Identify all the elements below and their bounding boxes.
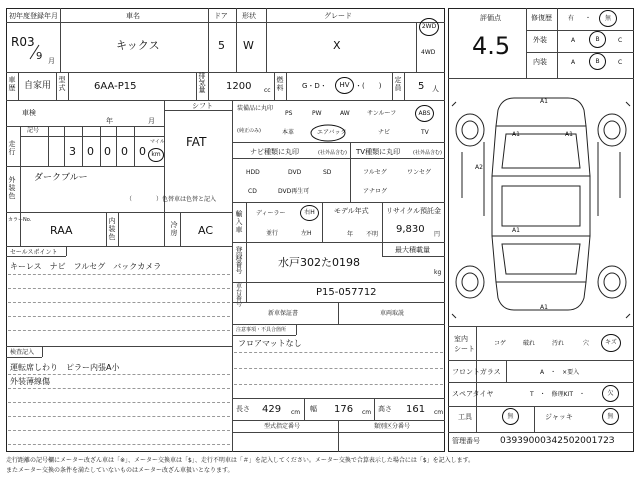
footer-line-2: またメーター交換の条件を満たしていないものはメーター改ざん車扱いとなります。 xyxy=(6,467,234,474)
interior-color-label: 内 装 色 xyxy=(108,217,116,241)
displacement-label: 排 気 量 xyxy=(198,72,206,94)
tv-oneseg: ワンセグ xyxy=(407,169,432,176)
width-value: 176 xyxy=(334,404,354,415)
manual-label: 車両取説 xyxy=(380,310,405,317)
drive-4wd: 4WD xyxy=(421,49,436,56)
exterior-label: 外 装 色 xyxy=(8,176,16,200)
model-label: 車名 xyxy=(126,12,140,20)
tools-label: 工具 xyxy=(458,413,472,421)
int-grade-label: 内装 xyxy=(533,58,547,66)
plate-label: 登 録 番 号 xyxy=(235,246,243,275)
mileage-unit-mile: マイル xyxy=(150,139,165,145)
length-unit: cm xyxy=(291,409,301,416)
car-damage-diagram xyxy=(450,86,632,322)
repair-yes: 有 xyxy=(568,15,575,22)
shift-value: FAT xyxy=(186,135,207,149)
mileage-digit-4: 0 xyxy=(121,145,128,158)
int-grade-b: B xyxy=(595,57,600,65)
grade-label: グレード xyxy=(324,12,352,20)
navi-dvd: DVD xyxy=(288,169,302,176)
usage-label: 車 歴 xyxy=(8,76,16,92)
navi-sub: (社外品含む) xyxy=(318,150,347,156)
inspector-line-2: 外装薄線傷 xyxy=(10,377,50,386)
equip-pw: PW xyxy=(312,110,322,117)
footer-line-1: 走行距離の記号欄にメーター改ざん車は「※」、メーター交換車は「$」、走行不明車は「＃」を記入してください。メーター交換で合算表示した場合には「$」を記入します。 xyxy=(6,457,475,464)
mileage-digit-5: 0 xyxy=(139,145,146,158)
diagram-label-6: A1 xyxy=(540,304,548,311)
aircon-value: AC xyxy=(198,224,214,237)
equip-navi: ナビ xyxy=(378,129,391,136)
ext-grade-label: 外装 xyxy=(533,36,547,44)
caution-value: フロアマットなし xyxy=(238,339,302,348)
spare-value: T ・ 修理KIT ・ xyxy=(530,391,586,398)
model-year-unknown: 不明 xyxy=(366,231,379,238)
equip-airbag: エアバック xyxy=(317,129,347,136)
capacity-unit: 人 xyxy=(432,85,439,93)
inspector-label: 検査記入 xyxy=(10,349,35,356)
chassis-label: 車 台 番 号 xyxy=(235,283,242,308)
navi-label: ナビ種類に丸印 xyxy=(250,148,299,156)
diagram-label-1: A1 xyxy=(540,98,548,105)
repair-no: 無 xyxy=(604,14,611,22)
equipment-label: 装備品に丸印 xyxy=(237,105,274,112)
jack-value-circled xyxy=(602,408,619,425)
displacement-value: 1200 xyxy=(226,81,252,92)
shift-label: シフト xyxy=(192,102,213,110)
navi-cd: CD xyxy=(248,188,257,195)
drive-2wd: 2WD xyxy=(421,23,437,30)
repair-no-circled xyxy=(599,10,617,27)
max-load-label: 最大積載量 xyxy=(395,246,430,254)
navi-dvd-play: DVD再生可 xyxy=(278,188,310,195)
model-value: キックス xyxy=(116,39,160,52)
recycle-unit: 円 xyxy=(434,231,441,238)
fuel-label: 燃 料 xyxy=(276,76,284,92)
chassis-value: P15-057712 xyxy=(316,287,377,298)
color-no-label: カラーNo. xyxy=(8,217,32,223)
color-no-value: RAA xyxy=(50,224,73,237)
model-year-label: モデル年式 xyxy=(334,207,369,215)
inspector-line-1: 運転席しわり ピラー内張A小 xyxy=(10,363,120,372)
fuel-other: ・( ) xyxy=(355,82,382,90)
reg-month: 9 xyxy=(36,51,43,62)
repair-dot: ・ xyxy=(585,15,592,22)
doors-value: 5 xyxy=(218,39,225,52)
capacity-label: 定 員 xyxy=(394,76,402,92)
shape-value: W xyxy=(243,39,254,52)
usage-value: 自家用 xyxy=(24,81,52,91)
slash-mark xyxy=(28,44,43,62)
manage-label: 管理番号 xyxy=(452,437,480,445)
class-spec-label: 類別区分番号 xyxy=(374,423,411,430)
repair-label: 修復歴 xyxy=(531,14,552,22)
int-grade-b-circled xyxy=(589,53,606,70)
model-year-unit: 年 xyxy=(347,231,354,238)
height-value: 161 xyxy=(406,404,426,415)
mileage-km: km xyxy=(151,151,161,158)
import-right-circled xyxy=(300,205,319,221)
mileage-km-circled xyxy=(148,148,164,162)
plate-value: 水戸302た0198 xyxy=(278,256,360,269)
navi-sd: SD xyxy=(323,169,332,176)
spare-label: スペアタイヤ xyxy=(452,390,494,398)
height-label: 高さ xyxy=(378,405,392,413)
ext-grade-b-circled xyxy=(589,31,606,48)
width-unit: cm xyxy=(362,409,372,416)
recycle-label: リサイクル預託金 xyxy=(386,207,442,215)
fuel-hv-circled xyxy=(335,77,354,94)
exterior-value: ダークブルー xyxy=(34,173,88,183)
spare-missing-circled xyxy=(602,385,619,402)
reg-month-unit: 月 xyxy=(48,57,55,65)
type-label: 型 式 xyxy=(58,76,66,92)
score-label: 評価点 xyxy=(480,14,501,22)
equip-leather: 本革 xyxy=(282,129,295,136)
equip-abs: ABS xyxy=(418,109,431,117)
inspect-month: 月 xyxy=(148,117,155,125)
score-value: 4.5 xyxy=(472,32,511,60)
seat-ana: 穴 xyxy=(583,340,590,347)
airbag-circle-mark xyxy=(310,124,346,142)
exterior-note: （ ）色替車は色替と記入 xyxy=(126,196,217,203)
seat-yabure: 破れ xyxy=(523,340,536,347)
seat-kizu: キズ xyxy=(605,339,617,346)
height-unit: cm xyxy=(434,409,444,416)
type-value: 6AA-P15 xyxy=(94,81,137,92)
diagram-label-4: A2 xyxy=(475,164,483,171)
tv-label: TV種類に丸印 xyxy=(356,148,401,156)
import-direct: 並行 xyxy=(266,230,279,237)
int-grade-a: A xyxy=(571,59,576,66)
seat-koge: コゲ xyxy=(494,340,507,347)
jack-value: 無 xyxy=(607,412,614,420)
length-label: 長さ xyxy=(236,405,250,413)
equip-sunroof: サンルーフ xyxy=(367,110,397,117)
drive-2wd-circled xyxy=(419,18,439,36)
equipment-sub: (純正のみ) xyxy=(237,128,261,134)
glass-value: A ・ ×要入 xyxy=(540,369,580,376)
width-label: 幅 xyxy=(310,405,317,413)
tv-analog: アナログ xyxy=(363,188,388,195)
glass-label: フロントガラス xyxy=(452,368,501,376)
tv-fullseg: フルセグ xyxy=(363,169,387,176)
record-label: 記号 xyxy=(27,127,40,134)
warranty-label: 新車保証書 xyxy=(268,310,299,317)
inspect-label: 車検 xyxy=(22,109,36,117)
tv-sub: (社外品含む) xyxy=(413,150,442,156)
reg-label: 初年度登録年月 xyxy=(9,12,58,20)
import-label: 輸 入 車 xyxy=(235,210,243,234)
capacity-value: 5 xyxy=(418,81,425,92)
doors-label: ドア xyxy=(214,12,228,20)
equip-aw: AW xyxy=(340,110,350,117)
import-dealer: ディーラー xyxy=(256,210,286,217)
ext-grade-c: C xyxy=(618,37,623,44)
tools-value-circled xyxy=(502,408,519,425)
navi-hdd: HDD xyxy=(246,169,260,176)
aircon-label: 冷 房 xyxy=(170,221,178,237)
reg-value: R03 xyxy=(11,35,35,49)
caution-label: 注意事項・不具合箇所 xyxy=(236,327,287,333)
mileage-digit-1: 3 xyxy=(69,145,76,158)
spare-missing: 欠 xyxy=(607,389,614,397)
sales-point-label: セールスポイント xyxy=(10,249,58,256)
equip-ps: PS xyxy=(285,110,293,117)
import-left: 左H xyxy=(301,230,312,237)
manage-value: 0393900034250200172З xyxy=(500,436,615,446)
ext-grade-a: A xyxy=(571,37,576,44)
length-value: 429 xyxy=(262,404,282,415)
sales-point-value: キーレス ナビ フルセグ バックカメラ xyxy=(10,262,162,271)
mileage-digit-2: 0 xyxy=(87,145,94,158)
type-spec-label: 型式指定番号 xyxy=(264,423,301,430)
shape-label: 形状 xyxy=(242,12,256,20)
ext-grade-b: B xyxy=(595,35,600,43)
grade-value: X xyxy=(333,39,341,52)
seat-label: 室内 シート xyxy=(454,335,475,353)
diagram-label-3: A1 xyxy=(565,131,573,138)
equip-tv: TV xyxy=(421,129,429,136)
tools-value: 無 xyxy=(507,412,514,420)
mileage-digit-3: 0 xyxy=(104,145,111,158)
seat-yogore: 汚れ xyxy=(552,340,565,347)
fuel-options: G・D・ xyxy=(302,82,327,90)
jack-label: ジャッキ xyxy=(545,413,573,421)
diagram-label-2: A1 xyxy=(512,131,520,138)
equip-abs-circled xyxy=(415,105,434,122)
diagram-label-5: A1 xyxy=(512,227,520,234)
fuel-hv: HV xyxy=(339,81,350,89)
max-load-unit: kg xyxy=(434,269,442,276)
seat-kizu-circled xyxy=(601,334,621,352)
displacement-unit: cc xyxy=(264,87,271,94)
run-label: 走 行 xyxy=(8,140,16,156)
import-right: 右H xyxy=(304,209,315,216)
divider xyxy=(6,72,445,73)
int-grade-c: C xyxy=(618,59,623,66)
recycle-value: 9,830 xyxy=(396,224,425,235)
inspect-year: 年 xyxy=(106,117,113,125)
